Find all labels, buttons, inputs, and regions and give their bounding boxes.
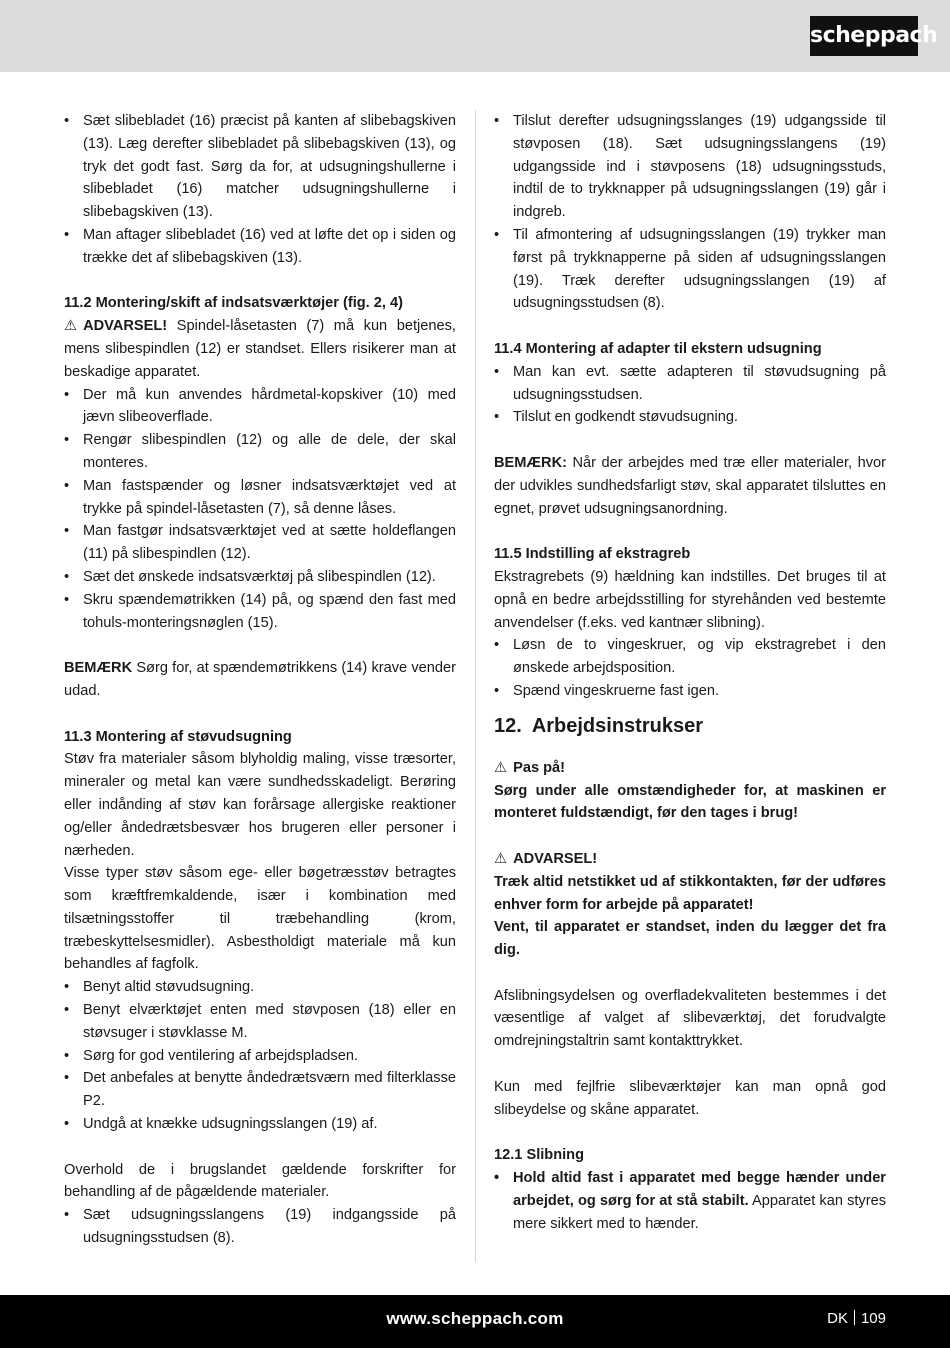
footer-separator [854,1310,855,1325]
warning-text-1 [494,871,886,917]
list-item: • Det anbefales at benytte åndedrætsværn med filterklasse P2. [64,1067,456,1113]
warning-text-2 [494,916,886,962]
list-item: • Spænd vingeskruerne fast igen. [494,680,886,703]
caution-label: Pas på! [513,759,566,776]
section-heading-12-1: 12.1 Slibning [494,1147,585,1164]
section-heading-11-5: 11.5 Indstilling af ekstragreb [494,546,691,563]
list-item: • Man fastgør indsatsværktøjet ved at sætte holdeflangen (11) på slibespindlen (12). [64,520,456,566]
list-item: • Rengør slibespindlen (12) og alle de dele, der skal monteres. [64,429,456,475]
right-column [494,110,886,1235]
list-item-bold: Hold altid fast i apparatet med begge hænder under arbejdet, og sørg for at stå stabilt. [513,1170,886,1209]
page-number: 109 [860,1310,886,1327]
list-item: • Undgå at knække udsugningsslangen (19) af. [64,1113,456,1136]
bullet-list [64,976,456,1136]
warning-text-bold: Træk altid netstikket ud af stikkontakten, før der udføres enhver form for arbejde på apparatet! [494,873,886,913]
chapter-title: Arbejdsinstrukser [531,714,703,737]
scheppach-logo: scheppach [810,16,918,56]
warning-label: ADVARSEL! [513,850,598,867]
bullet-list [494,634,886,702]
body-paragraph: Kun med fejlfrie slibeværktøjer kan man opnå god slibeydelse og skåne apparatet. [494,1078,886,1118]
list-item: • Sæt det ønskede indsatsværktøj på slibespindlen (12). [64,566,456,589]
list-item: • Skru spændemøtrikken (14) på, og spænd den fast med tohuls-monteringsnøglen (15). [64,589,456,635]
list-item: • Man kan evt. sætte adapteren til støvudsugning på udsugningsstudsen. [494,361,886,407]
chapter-heading-12 [494,713,886,739]
list-item: • Tilslut derefter udsugningsslanges (19) udgangsside til støvposen (18). Sæt udsugningsslangens (19) udgangsside ind i støvposens (18) udsugningsstuds, indtil de to trykknapper på udsugningsslangen (19) går i indgreb. [494,110,886,224]
list-item: • Benyt elværktøjet enten med støvposen (18) eller en støvsuger i støvklasse M. [64,999,456,1045]
page-indicator [827,1310,886,1327]
footer-url: www.scheppach.com [386,1309,564,1328]
bullet-list [64,110,456,270]
column-divider [475,110,476,1262]
footer-bar [0,1295,950,1348]
list-item: • Tilslut en godkendt støvudsugning. [494,406,886,429]
body-paragraph: Afslibningsydelsen og overfladekvaliteten bestemmes i det væsentlige af valget af slibeværktøj, det forudvalgte omdrejningstaltrin samt kontakttrykket. [494,987,886,1050]
warning-text: Spindel-låsetasten (7) må kun betjenes, mens slibespindlen (12) er standset. Ellers risikerer man at beskadige apparatet. [64,318,456,380]
caution-heading [494,757,886,780]
list-item: • Sørg for god ventilering af arbejdspladsen. [64,1045,456,1068]
list-item-text: Apparatet kan styres mere sikkert med to hænder. [513,1192,886,1232]
bullet-list [64,384,456,635]
list-item: • Benyt altid støvudsugning. [64,976,456,999]
warning-icon: ⚠ [64,318,78,335]
list-item: • Til afmontering af udsugningsslangen (19) trykker man først på trykknapperne på siden af udsugningsslangen (19). Træk derefter udsugningsslangen (19) af udsugningsstudsen (8). [494,224,886,315]
note-text: Sørg for, at spændemøtrikkens (14) krave vender udad. [64,660,456,699]
list-item: • Sæt udsugningsslangens (19) indgangsside på udsugningsstudsen (8). [64,1204,456,1250]
list-item: • Løsn de to vingeskruer, og vip ekstragrebet i den ønskede arbejdsposition. [494,634,886,680]
list-item: • Sæt slibebladet (16) præcist på kanten af slibebagskiven (13). Læg derefter slibebladet på slibebagskiven (13), og tryk det godt fast. Sørg da for, at udsugningshullerne i slibebladet (16) matcher udsugningshullerne i slibebagskiven (13). [64,110,456,224]
bullet-list [494,1167,886,1235]
warning-heading [494,848,886,871]
section-heading-11-2: 11.2 Montering/skift af indsatsværktøjer (fig. 2, 4) [64,295,403,312]
list-item: • Man fastspænder og løsner indsatsværktøjet ved at trykke på spindel-låsetasten (7), så denne låses. [64,475,456,521]
note-text: Når der arbejdes med træ eller materialer, hvor der udvikles sundhedsfarligt støv, skal apparatet tilsluttes en egnet, prøvet udsugningsanordning. [494,454,886,517]
language-code: DK [827,1310,848,1327]
section-heading-11-4: 11.4 Montering af adapter til ekstern udsugning [494,340,822,357]
warning-icon: ⚠ [494,850,508,867]
bullet-list [494,110,886,315]
left-column [64,110,456,1250]
body-paragraph: Overhold de i brugslandet gældende forskrifter for behandling af de pågældende materialer. [64,1161,456,1201]
section-heading-11-3: 11.3 Montering af støvudsugning [64,728,292,745]
body-paragraph: Støv fra materialer såsom blyholdig maling, visse træsorter, mineraler og metal kan være sundhedsskadeligt. Berøring eller indånding af støv kan forårsage allergiske reaktioner og/eller åndedrætsbesvær hos brugeren eller personer i nærheden. [64,751,456,859]
bullet-list [64,1204,456,1250]
warning-icon: ⚠ [494,759,508,776]
header-bar [0,0,950,72]
warning-paragraph [64,315,456,383]
warning-text-bold: Vent, til apparatet er standset, inden du lægger det fra dig. [494,919,886,959]
note-paragraph [64,657,456,703]
note-label: BEMÆRK [64,660,133,677]
bullet-list [494,361,886,429]
body-paragraph: Visse typer støv såsom ege- eller bøgetræsstøv betragtes som kræftfremkaldende, især i kombination med tilsætningsstoffer til træbehandling (krom, træbeskyttelsesmidler). Asbestholdigt materiale må kun behandles af fagfolk. [64,865,456,973]
note-label: BEMÆRK: [494,454,567,471]
warning-label: ADVARSEL! [83,318,168,335]
body-paragraph: Ekstragrebets (9) hældning kan indstilles. Det bruges til at opnå en bedre arbejdsstilling for styrehånden ved bestemte anvendelser (f.eks. ved kantnær slibning). [494,568,886,631]
list-item: • Der må kun anvendes hårdmetal-kopskiver (10) med jævn slibeoverflade. [64,384,456,430]
caution-text-bold: Sørg under alle omstændigheder for, at maskinen er monteret fuldstændigt, før den tages i brug! [494,782,886,822]
chapter-number: 12. [494,714,522,737]
list-item [494,1167,886,1235]
note-paragraph [494,452,886,520]
caution-text [494,780,886,826]
list-item: • Man aftager slibebladet (16) ved at løfte det op i siden og trække det af slibebagskiven (13). [64,224,456,270]
